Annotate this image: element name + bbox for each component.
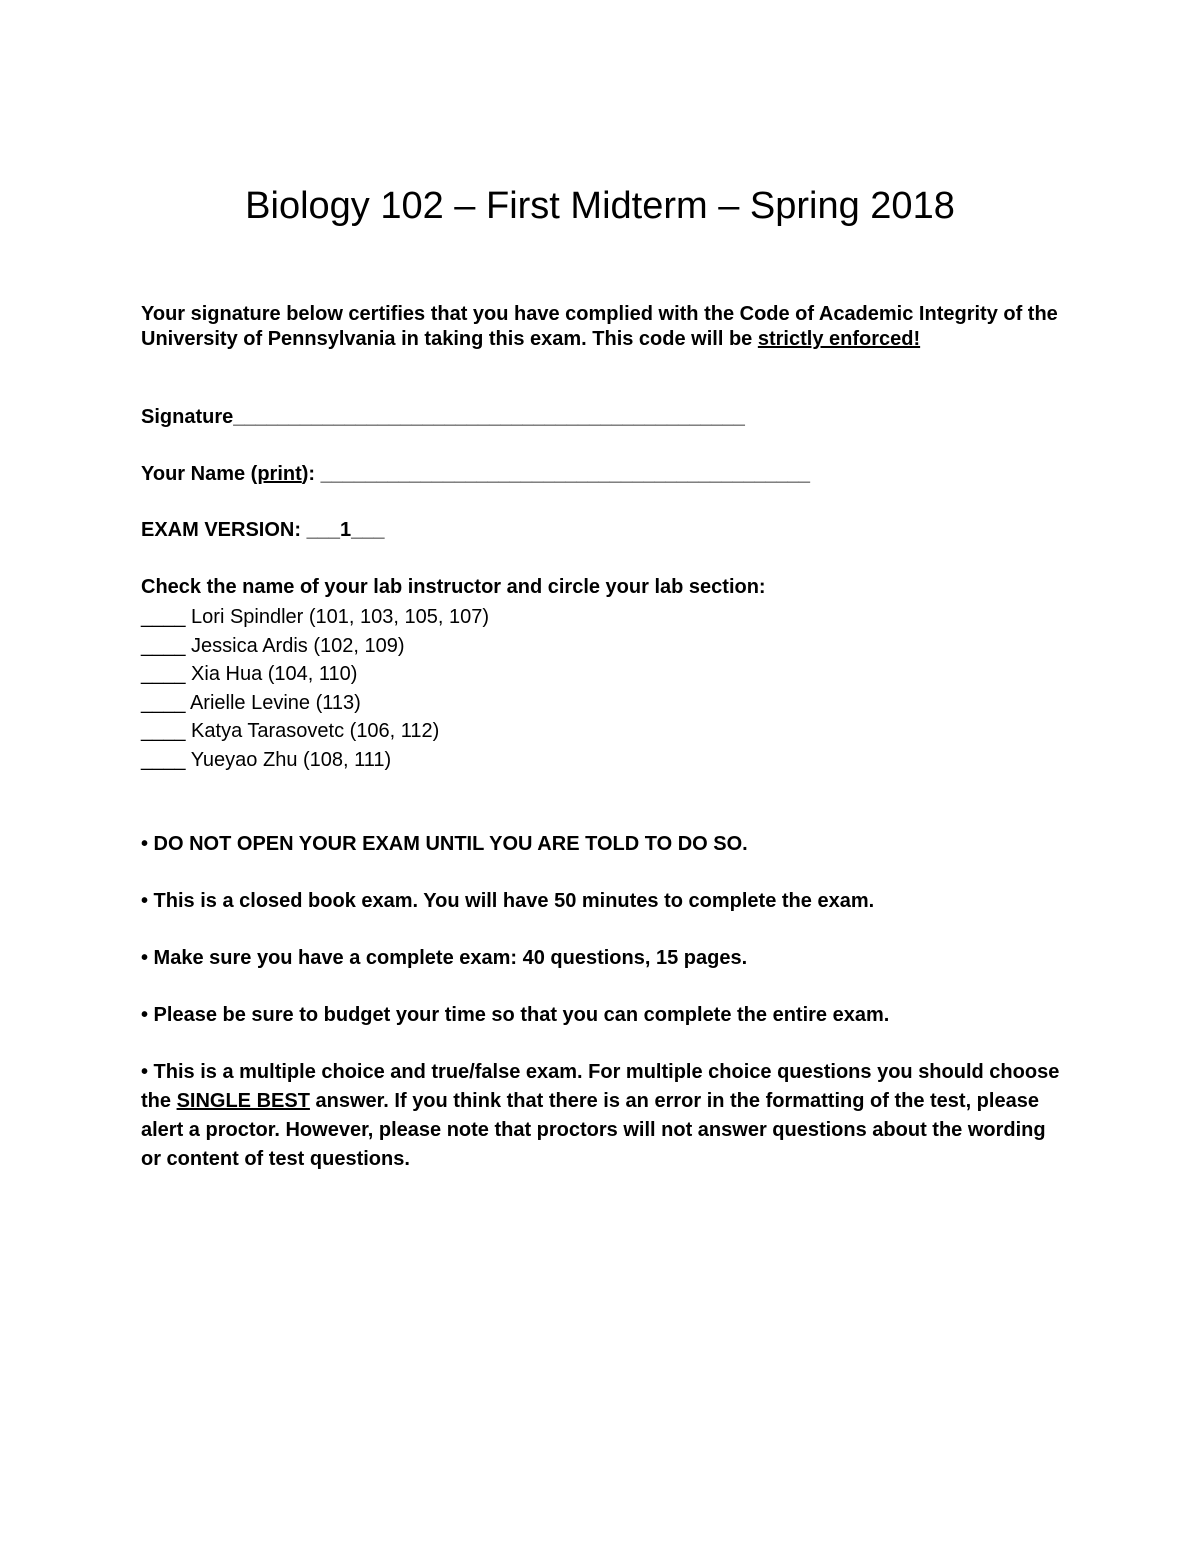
- instruction-item: • DO NOT OPEN YOUR EXAM UNTIL YOU ARE TOLD TO DO SO.: [141, 833, 748, 855]
- name-label-start: Your Name (: [141, 463, 258, 485]
- instruction-item: • Please be sure to budget your time so that you can complete the entire exam.: [141, 1004, 890, 1026]
- name-label-print: print: [257, 463, 302, 485]
- signature-line: Signature______________________________________________: [141, 406, 745, 428]
- lab-instructor-list: [141, 603, 489, 774]
- exam-instructions: [141, 830, 1061, 1202]
- name-line: [141, 462, 810, 487]
- lab-instructor-item: ____ Xia Hua (104, 110): [141, 663, 358, 685]
- lab-instructor-item: ____ Katya Tarasovetc (106, 112): [141, 720, 440, 742]
- lab-instructor-item: ____ Yueyao Zhu (108, 111): [141, 748, 392, 771]
- lab-instructor-item: ____ Jessica Ardis (102, 109): [141, 634, 405, 657]
- academic-integrity-statement: [141, 302, 1061, 352]
- integrity-text: Your signature below certifies that you have complied with the Code of Academic Integrity of the University of Pennsylvania in taking this exam. This code will be: [141, 303, 1058, 350]
- instruction-item-final: [141, 1058, 1061, 1174]
- exam-title: Biology 102 – First Midterm – Spring 2018: [245, 185, 955, 227]
- instruction-item: • This is a closed book exam. You will have 50 minutes to complete the exam.: [141, 890, 875, 912]
- lab-instructor-item: ____ Lori Spindler (101, 103, 105, 107): [141, 606, 490, 628]
- instruction-item: • Make sure you have a complete exam: 40 questions, 15 pages.: [141, 947, 748, 969]
- integrity-emphasis: strictly enforced!: [757, 328, 921, 350]
- lab-heading: Check the name of your lab instructor and circle your lab section:: [141, 576, 766, 598]
- single-best-emphasis: SINGLE BEST: [176, 1090, 310, 1112]
- final-instruction-before: • This is a multiple choice and true/false exam. For multiple choice questions you should choose the: [141, 1061, 1060, 1112]
- final-instruction-after: answer. If you think that there is an error in the formatting of the test, please alert a proctor. However, please note that proctors will not answer questions about the wording or content of test questions.: [141, 1090, 1046, 1170]
- exam-version: EXAM VERSION: ___1___: [141, 519, 385, 541]
- name-label-end: ): ____________________________________________: [301, 463, 811, 485]
- lab-instructor-item: ____ Arielle Levine (113): [141, 691, 361, 714]
